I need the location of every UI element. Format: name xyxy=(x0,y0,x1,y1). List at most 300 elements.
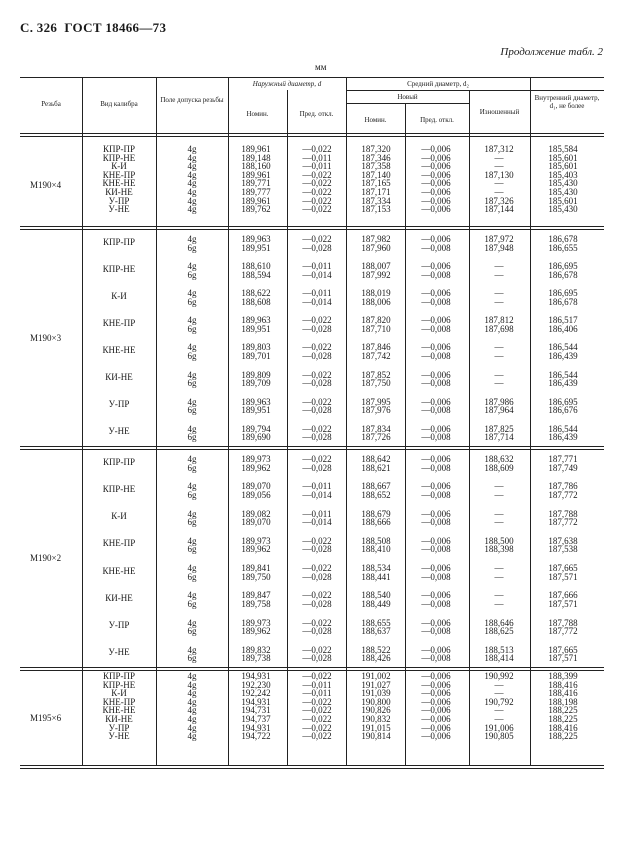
cell-d2: 187,710 xyxy=(361,323,391,334)
cell-d2: 187,834 xyxy=(361,423,391,434)
standard-code: ГОСТ 18466—73 xyxy=(64,20,167,35)
cell-d1: 185,584 xyxy=(548,144,578,154)
cell-d2d: —0,008 xyxy=(421,269,451,280)
cell-worn: 187,130 xyxy=(484,169,514,180)
cell-d2: 188,642 xyxy=(361,454,391,465)
cell-d1: 186,695 xyxy=(548,288,578,299)
cell-d2d: —0,006 xyxy=(421,423,451,434)
column-divider xyxy=(228,667,229,765)
cell-tol: 4g xyxy=(187,722,197,733)
gauge-type: КПР-НЕ xyxy=(102,679,136,690)
cell-d2d: —0,006 xyxy=(421,696,451,707)
gauge-type: КНЕ-НЕ xyxy=(102,178,136,189)
column-divider xyxy=(346,667,347,765)
col-outer-deviation: Пред. откл. xyxy=(299,110,334,118)
cell-d: 189,951 xyxy=(241,323,271,334)
col-new: Новый xyxy=(397,93,418,101)
cell-d2: 188,006 xyxy=(361,296,391,307)
cell-d1: 185,430 xyxy=(548,204,578,215)
cell-tol: 4g xyxy=(187,481,197,492)
cell-d: 189,832 xyxy=(241,644,271,655)
cell-tol: 4g xyxy=(187,644,197,655)
cell-d: 189,847 xyxy=(241,590,271,601)
cell-dd: —0,028 xyxy=(302,323,332,334)
cell-d1: 187,571 xyxy=(548,571,578,582)
cell-dd: —0,022 xyxy=(302,714,332,724)
cell-d: 189,803 xyxy=(241,342,271,353)
cell-dd: —0,011 xyxy=(302,508,332,519)
cell-d2d: —0,006 xyxy=(421,722,451,733)
cell-worn: 187,698 xyxy=(484,323,514,334)
cell-tol: 4g xyxy=(187,454,197,465)
cell-tol: 4g xyxy=(187,696,197,707)
cell-d2: 187,334 xyxy=(361,195,391,206)
cell-d2: 187,320 xyxy=(361,144,391,154)
column-divider xyxy=(405,226,406,446)
cell-d2: 187,982 xyxy=(361,233,391,244)
gauge-type: У-НЕ xyxy=(108,204,130,215)
cell-dd: —0,011 xyxy=(302,152,332,163)
section-bottom-rule xyxy=(20,446,604,447)
cell-dd: —0,022 xyxy=(302,369,332,380)
gauge-type: КНЕ-НЕ xyxy=(102,345,136,356)
cell-worn: — xyxy=(494,517,504,528)
cell-d1: 188,416 xyxy=(548,722,578,733)
gauge-type: У-ПР xyxy=(108,722,130,733)
cell-d2: 188,652 xyxy=(361,489,391,500)
cell-worn: — xyxy=(494,714,504,724)
cell-d2d: —0,006 xyxy=(421,714,451,724)
cell-d1: 187,749 xyxy=(548,462,578,473)
cell-d2d: —0,006 xyxy=(421,178,451,189)
cell-d1: 186,678 xyxy=(548,233,578,244)
column-divider xyxy=(346,446,347,667)
cell-d1: 187,571 xyxy=(548,653,578,664)
cell-d2: 188,508 xyxy=(361,535,391,546)
cell-tol: 6g xyxy=(187,269,197,280)
cell-dd: —0,022 xyxy=(302,342,332,353)
cell-d2d: —0,006 xyxy=(421,152,451,163)
cell-worn: 187,144 xyxy=(484,204,514,215)
header-bottom-rule-2 xyxy=(20,136,604,137)
cell-worn: 187,986 xyxy=(484,396,514,407)
cell-d2: 188,679 xyxy=(361,508,391,519)
cell-d2: 187,976 xyxy=(361,405,391,416)
cell-worn: — xyxy=(494,598,504,609)
cell-tol: 4g xyxy=(187,617,197,628)
cell-d1: 187,788 xyxy=(548,508,578,519)
cell-dd: —0,022 xyxy=(302,396,332,407)
cell-dd: —0,028 xyxy=(302,598,332,609)
cell-d1: 188,225 xyxy=(548,714,578,724)
cell-tol: 4g xyxy=(187,178,197,189)
cell-d1: 185,601 xyxy=(548,161,578,172)
cell-d1: 188,225 xyxy=(548,731,578,742)
cell-d2d: —0,006 xyxy=(421,144,451,154)
cell-d: 194,731 xyxy=(241,705,271,716)
cell-d2d: —0,008 xyxy=(421,544,451,555)
cell-d1: 187,538 xyxy=(548,544,578,555)
gauge-type: КИ-НЕ xyxy=(105,714,133,724)
cell-d1: 187,638 xyxy=(548,535,578,546)
cell-worn: — xyxy=(494,178,504,189)
cell-d1: 185,601 xyxy=(548,152,578,163)
column-divider xyxy=(82,226,83,446)
cell-worn: 187,964 xyxy=(484,405,514,416)
cell-tol: 4g xyxy=(187,233,197,244)
column-divider xyxy=(346,136,347,226)
cell-d2d: —0,008 xyxy=(421,489,451,500)
cell-d: 189,070 xyxy=(241,517,271,528)
cell-dd: —0,028 xyxy=(302,378,332,389)
cell-d2: 191,039 xyxy=(361,688,391,699)
column-divider xyxy=(530,136,531,226)
column-divider xyxy=(405,446,406,667)
cell-d1: 188,416 xyxy=(548,688,578,699)
cell-d1: 187,666 xyxy=(548,590,578,601)
cell-d1: 185,601 xyxy=(548,195,578,206)
cell-d1: 186,439 xyxy=(548,351,578,362)
cell-d2: 188,621 xyxy=(361,462,391,473)
column-divider xyxy=(405,667,406,765)
cell-tol: 6g xyxy=(187,351,197,362)
thread-designation: M190×4 xyxy=(30,179,62,190)
cell-dd: —0,014 xyxy=(302,296,332,307)
cell-dd: —0,022 xyxy=(302,195,332,206)
cell-d: 188,160 xyxy=(241,161,271,172)
cell-d2: 188,019 xyxy=(361,288,391,299)
cell-d2d: —0,006 xyxy=(421,261,451,272)
col-gauge-type: Вид калибра xyxy=(100,100,138,108)
cell-d1: 186,406 xyxy=(548,323,578,334)
cell-dd: —0,022 xyxy=(302,671,332,681)
column-divider xyxy=(287,136,288,226)
cell-tol: 6g xyxy=(187,432,197,443)
cell-d: 189,809 xyxy=(241,369,271,380)
cell-d1: 186,544 xyxy=(548,369,578,380)
cell-d2: 187,852 xyxy=(361,369,391,380)
table-continuation-label: Продолжение табл. 2 xyxy=(500,46,603,58)
cell-tol: 4g xyxy=(187,508,197,519)
cell-d: 189,973 xyxy=(241,454,271,465)
cell-d1: 185,403 xyxy=(548,169,578,180)
cell-d2d: —0,006 xyxy=(421,731,451,742)
cell-d1: 187,772 xyxy=(548,489,578,500)
gauge-type: КПР-ПР xyxy=(102,456,135,467)
thread-designation: M190×2 xyxy=(30,553,62,563)
cell-dd: —0,028 xyxy=(302,653,332,664)
cell-d: 189,951 xyxy=(241,242,271,253)
cell-d2: 188,540 xyxy=(361,590,391,601)
cell-d: 194,931 xyxy=(241,671,271,681)
cell-d: 189,758 xyxy=(241,598,271,609)
cell-tol: 4g xyxy=(187,161,197,172)
cell-d: 189,962 xyxy=(241,462,271,473)
header-rule-new xyxy=(346,103,469,104)
cell-d1: 186,544 xyxy=(548,423,578,434)
cell-d2: 187,358 xyxy=(361,161,391,172)
cell-worn: 188,414 xyxy=(484,653,514,664)
cell-d1: 188,399 xyxy=(548,671,578,681)
cell-d1: 187,786 xyxy=(548,481,578,492)
col-inner-diameter: Внутренний диаметр, d₁, не более xyxy=(534,94,600,110)
col-mean-nominal: Номин. xyxy=(364,116,387,124)
cell-worn: — xyxy=(494,571,504,582)
gauge-type: КПР-НЕ xyxy=(102,263,136,274)
cell-d2d: —0,008 xyxy=(421,462,451,473)
cell-d: 189,082 xyxy=(241,508,271,519)
cell-worn: 188,500 xyxy=(484,535,514,546)
cell-d1: 187,665 xyxy=(548,563,578,574)
cell-d2: 191,002 xyxy=(361,671,391,681)
cell-d2d: —0,006 xyxy=(421,233,451,244)
col-divider-2 xyxy=(156,77,157,136)
cell-worn: — xyxy=(494,261,504,272)
cell-d: 189,961 xyxy=(241,144,271,154)
cell-d2d: —0,008 xyxy=(421,626,451,637)
cell-d: 189,962 xyxy=(241,626,271,637)
thread-designation: M195×6 xyxy=(30,712,62,723)
cell-d: 189,963 xyxy=(241,396,271,407)
cell-d: 189,951 xyxy=(241,405,271,416)
column-divider xyxy=(82,446,83,667)
cell-d: 188,610 xyxy=(241,261,271,272)
cell-dd: —0,014 xyxy=(302,489,332,500)
section-bottom-rule xyxy=(20,226,604,227)
gauge-type: У-НЕ xyxy=(108,426,130,437)
cell-d2d: —0,006 xyxy=(421,454,451,465)
cell-dd: —0,022 xyxy=(302,644,332,655)
cell-tol: 4g xyxy=(187,396,197,407)
cell-d2: 187,153 xyxy=(361,204,391,215)
cell-worn: 188,632 xyxy=(484,454,514,465)
gauge-type: К-И xyxy=(111,511,127,522)
col-tolerance-field: Поле допуска резьбы xyxy=(160,96,224,104)
cell-d: 189,762 xyxy=(241,204,271,215)
column-divider xyxy=(469,136,470,226)
cell-d2d: —0,008 xyxy=(421,351,451,362)
cell-tol: 4g xyxy=(187,261,197,272)
cell-worn: — xyxy=(494,481,504,492)
cell-d1: 187,771 xyxy=(548,454,578,465)
gauge-type: КПР-НЕ xyxy=(102,152,136,163)
cell-d: 192,242 xyxy=(241,688,271,699)
cell-tol: 4g xyxy=(187,688,197,699)
cell-d: 189,963 xyxy=(241,315,271,326)
cell-d1: 188,225 xyxy=(548,705,578,716)
cell-dd: —0,022 xyxy=(302,590,332,601)
cell-d: 189,777 xyxy=(241,187,271,197)
cell-d1: 187,571 xyxy=(548,598,578,609)
cell-d2: 188,410 xyxy=(361,544,391,555)
cell-d1: 188,416 xyxy=(548,679,578,690)
cell-d: 189,690 xyxy=(241,432,271,443)
cell-d2: 187,750 xyxy=(361,378,391,389)
cell-d2d: —0,006 xyxy=(421,342,451,353)
gauge-type: КНЕ-НЕ xyxy=(102,705,136,716)
col-outer-nominal: Номин. xyxy=(246,110,269,118)
column-divider xyxy=(530,226,531,446)
cell-worn: 187,326 xyxy=(484,195,514,206)
cell-d2: 188,426 xyxy=(361,653,391,664)
cell-tol: 6g xyxy=(187,489,197,500)
cell-worn: 188,609 xyxy=(484,462,514,473)
cell-d2d: —0,006 xyxy=(421,563,451,574)
cell-dd: —0,028 xyxy=(302,626,332,637)
cell-dd: —0,028 xyxy=(302,544,332,555)
cell-dd: —0,022 xyxy=(302,535,332,546)
cell-dd: —0,022 xyxy=(302,169,332,180)
cell-worn: — xyxy=(494,296,504,307)
section-bottom-rule-2 xyxy=(20,449,604,450)
cell-d2d: —0,006 xyxy=(421,590,451,601)
cell-d2: 187,846 xyxy=(361,342,391,353)
gauge-type: К-И xyxy=(111,290,127,301)
cell-dd: —0,022 xyxy=(302,705,332,716)
cell-d2d: —0,006 xyxy=(421,679,451,690)
section-bottom-rule-2 xyxy=(20,229,604,230)
cell-d2d: —0,008 xyxy=(421,296,451,307)
gauge-type: КПР-НЕ xyxy=(102,483,136,494)
cell-d2d: —0,006 xyxy=(421,644,451,655)
cell-worn: 187,312 xyxy=(484,144,514,154)
cell-dd: —0,028 xyxy=(302,405,332,416)
cell-d2d: —0,008 xyxy=(421,517,451,528)
col-mean-diameter: Средний диаметр, d₂ xyxy=(407,80,469,88)
cell-worn: — xyxy=(494,590,504,601)
cell-d1: 186,695 xyxy=(548,261,578,272)
cell-d2: 188,007 xyxy=(361,261,391,272)
column-divider xyxy=(228,136,229,226)
gauge-type: К-И xyxy=(111,161,127,172)
cell-worn: 188,398 xyxy=(484,544,514,555)
cell-tol: 4g xyxy=(187,315,197,326)
cell-tol: 6g xyxy=(187,378,197,389)
cell-d2: 191,027 xyxy=(361,679,391,690)
page-header xyxy=(20,20,166,36)
cell-d2d: —0,008 xyxy=(421,242,451,253)
cell-d: 189,750 xyxy=(241,571,271,582)
table-top-rule xyxy=(20,77,604,78)
cell-worn: 187,972 xyxy=(484,233,514,244)
cell-d: 189,070 xyxy=(241,481,271,492)
cell-d1: 186,517 xyxy=(548,315,578,326)
cell-dd: —0,011 xyxy=(302,481,332,492)
column-divider xyxy=(469,446,470,667)
cell-tol: 4g xyxy=(187,152,197,163)
cell-d2d: —0,008 xyxy=(421,571,451,582)
gauge-type: К-И xyxy=(111,688,127,699)
cell-d: 189,973 xyxy=(241,535,271,546)
cell-tol: 4g xyxy=(187,204,197,215)
gauge-type: У-ПР xyxy=(108,399,130,410)
cell-d2d: —0,006 xyxy=(421,671,451,681)
cell-d2: 190,814 xyxy=(361,731,391,742)
cell-d: 189,841 xyxy=(241,563,271,574)
cell-d2: 188,655 xyxy=(361,617,391,628)
cell-tol: 4g xyxy=(187,288,197,299)
cell-d: 189,973 xyxy=(241,617,271,628)
cell-worn: — xyxy=(494,161,504,172)
column-divider xyxy=(346,226,347,446)
cell-tol: 4g xyxy=(187,563,197,574)
cell-d2: 188,534 xyxy=(361,563,391,574)
cell-worn: 187,812 xyxy=(484,315,514,326)
cell-tol: 4g xyxy=(187,671,197,681)
cell-d1: 187,772 xyxy=(548,626,578,637)
cell-d: 189,961 xyxy=(241,195,271,206)
cell-dd: —0,028 xyxy=(302,462,332,473)
cell-dd: —0,022 xyxy=(302,423,332,434)
cell-tol: 4g xyxy=(187,342,197,353)
cell-d2d: —0,006 xyxy=(421,508,451,519)
cell-d: 189,962 xyxy=(241,544,271,555)
cell-d2d: —0,006 xyxy=(421,195,451,206)
cell-d: 189,961 xyxy=(241,169,271,180)
cell-dd: —0,022 xyxy=(302,144,332,154)
cell-dd: —0,022 xyxy=(302,178,332,189)
cell-worn: — xyxy=(494,508,504,519)
cell-dd: —0,028 xyxy=(302,351,332,362)
cell-d1: 187,665 xyxy=(548,644,578,655)
column-divider xyxy=(287,226,288,446)
cell-d2: 187,346 xyxy=(361,152,391,163)
cell-d2d: —0,008 xyxy=(421,378,451,389)
cell-d2: 187,140 xyxy=(361,169,391,180)
cell-dd: —0,011 xyxy=(302,288,332,299)
cell-dd: —0,022 xyxy=(302,696,332,707)
cell-worn: 187,948 xyxy=(484,242,514,253)
cell-d: 189,771 xyxy=(241,178,271,189)
cell-d2: 187,820 xyxy=(361,315,391,326)
cell-d: 189,056 xyxy=(241,489,271,500)
cell-d: 189,709 xyxy=(241,378,271,389)
cell-d2d: —0,006 xyxy=(421,187,451,197)
column-divider xyxy=(287,446,288,667)
cell-tol: 4g xyxy=(187,714,197,724)
cell-d2d: —0,006 xyxy=(421,396,451,407)
cell-d2d: —0,006 xyxy=(421,688,451,699)
column-divider xyxy=(530,446,531,667)
cell-worn: 188,513 xyxy=(484,644,514,655)
cell-d2: 188,449 xyxy=(361,598,391,609)
cell-d1: 186,655 xyxy=(548,242,578,253)
cell-d2: 187,726 xyxy=(361,432,391,443)
cell-tol: 6g xyxy=(187,323,197,334)
cell-d2: 190,826 xyxy=(361,705,391,716)
cell-dd: —0,011 xyxy=(302,688,332,699)
cell-d2d: —0,006 xyxy=(421,705,451,716)
cell-d: 194,931 xyxy=(241,696,271,707)
cell-d: 189,963 xyxy=(241,233,271,244)
cell-d1: 186,439 xyxy=(548,378,578,389)
gauge-type: КПР-ПР xyxy=(102,671,135,681)
cell-dd: —0,011 xyxy=(302,679,332,690)
cell-dd: —0,022 xyxy=(302,204,332,215)
gauge-type: У-НЕ xyxy=(108,647,130,658)
cell-worn: — xyxy=(494,369,504,380)
cell-d1: 186,678 xyxy=(548,269,578,280)
cell-worn: — xyxy=(494,187,504,197)
cell-tol: 6g xyxy=(187,653,197,664)
cell-dd: —0,014 xyxy=(302,269,332,280)
cell-d2d: —0,006 xyxy=(421,204,451,215)
cell-tol: 6g xyxy=(187,405,197,416)
column-divider xyxy=(228,446,229,667)
cell-d1: 186,439 xyxy=(548,432,578,443)
cell-tol: 4g xyxy=(187,679,197,690)
cell-d2: 187,742 xyxy=(361,351,391,362)
